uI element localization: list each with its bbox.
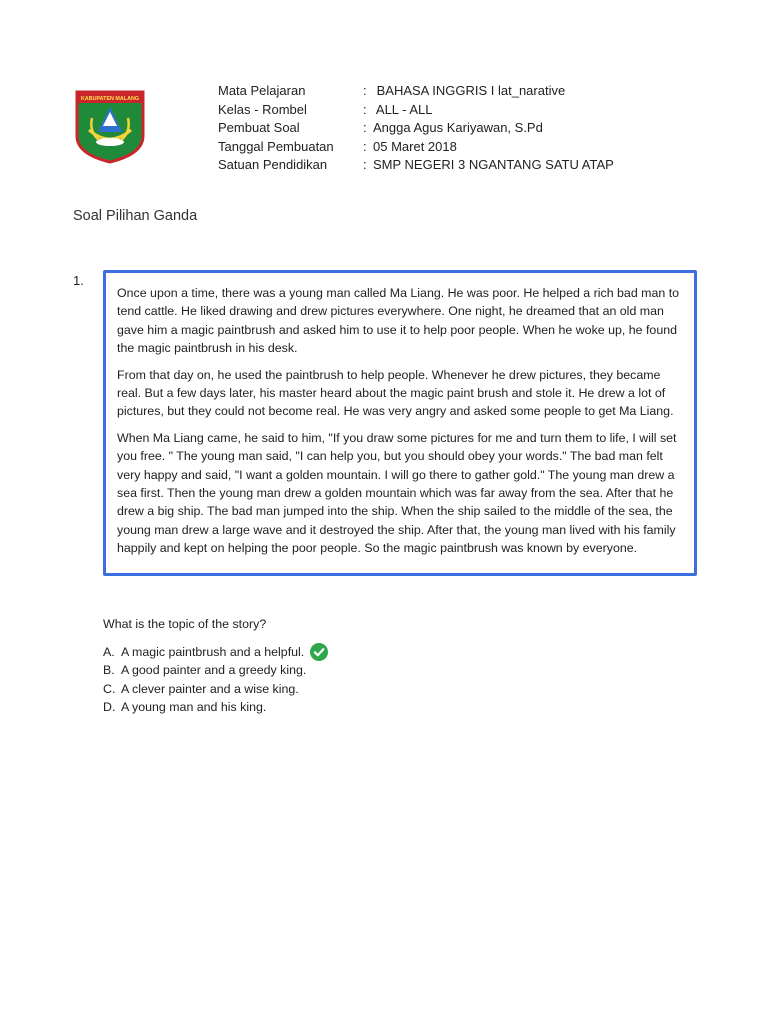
- meta-row-date: [218, 138, 614, 157]
- meta-label: Satuan Pendidikan: [218, 157, 328, 172]
- meta-value: SMP NEGERI 3 NGANTANG SATU ATAP: [373, 157, 614, 172]
- reading-passage: [103, 270, 697, 576]
- meta-value: ALL - ALL: [373, 101, 433, 117]
- meta-label: Mata Pelajaran: [218, 83, 306, 98]
- logo-text: KABUPATEN MALANG: [80, 96, 140, 102]
- passage-paragraph: Once upon a time, there was a young man called Ma Liang. He was poor. He helped a rich bad man to tend cattle. He liked drawing and drew pictures everywhere. One night, he dreamed that an old man gave him a magic paintbrush and asked him to use it to help poor people. When he woke up, he found the magic paintbrush in his desk.: [117, 286, 680, 355]
- check-circle-icon: [310, 643, 328, 661]
- kabupaten-malang-logo: [75, 88, 145, 164]
- meta-value: Angga Agus Kariyawan, S.Pd: [373, 120, 543, 135]
- meta-label: Tanggal Pembuatan: [218, 138, 334, 154]
- option-text: A magic paintbrush and a helpful.: [121, 645, 305, 659]
- passage-paragraph: When Ma Liang came, he said to him, "If you draw some pictures for me and turn them to life, I will set you free. " The young man said, "I can help you, but you should obey your words." The bad man felt very happy and said, "I want a golden mountain. I will go there to gather gold." The young man drew a sea first. Then the young man drew a golden mountain which was far away from the sea. After that he drew a big ship. The bad man jumped into the ship. When the ship sailed to the middle of the sea, the young man drew a large wave and it destroyed the ship. After that, the young man lived with his family happily and kept on helping the poor people. So the magic paintbrush was known by everyone.: [117, 431, 677, 555]
- option-letter: A.: [103, 645, 115, 659]
- option-text: A young man and his king.: [121, 699, 267, 714]
- document-metadata: [218, 82, 614, 175]
- meta-separator: :: [363, 157, 367, 172]
- option-letter: C.: [103, 681, 116, 696]
- option-d[interactable]: [103, 698, 328, 716]
- meta-separator: :: [363, 120, 367, 135]
- meta-row-class: [218, 101, 614, 120]
- passage-paragraph: From that day on, he used the paintbrush to help people. Whenever he drew pictures, they became real. But a few days later, his master heard about the magic paint brush and stole it. He drew a lot of pictures, but they could not become real. He was very angry and asked some people to get Ma Liang.: [117, 367, 674, 419]
- meta-label: Kelas - Rombel: [218, 101, 307, 117]
- option-letter: D.: [103, 699, 116, 714]
- meta-value: 05 Maret 2018: [373, 138, 457, 154]
- meta-separator: :: [363, 101, 367, 117]
- option-a[interactable]: [103, 643, 328, 661]
- answer-options: [103, 643, 328, 716]
- question-prompt: What is the topic of the story?: [103, 617, 267, 631]
- meta-separator: :: [363, 83, 367, 98]
- meta-value: BAHASA INGGRIS I lat_narative: [373, 83, 566, 98]
- meta-label: Pembuat Soal: [218, 120, 300, 135]
- meta-row-subject: [218, 82, 614, 101]
- option-text: A clever painter and a wise king.: [121, 681, 299, 696]
- meta-row-author: [218, 119, 614, 138]
- section-title: Soal Pilihan Ganda: [73, 208, 198, 224]
- question-number: 1.: [73, 273, 84, 288]
- option-b[interactable]: [103, 661, 328, 679]
- meta-row-school: [218, 156, 614, 175]
- option-text: A good painter and a greedy king.: [121, 663, 307, 678]
- option-letter: B.: [103, 663, 115, 678]
- option-c[interactable]: [103, 680, 328, 698]
- meta-separator: :: [363, 138, 367, 154]
